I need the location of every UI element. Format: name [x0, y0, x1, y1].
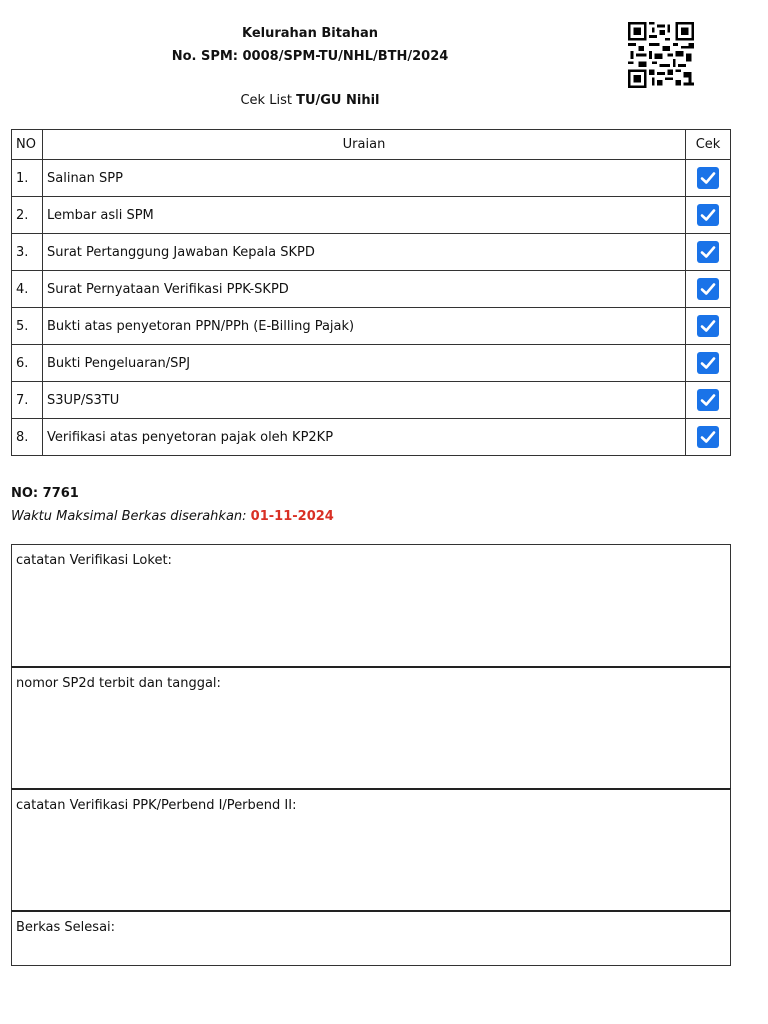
table-row [12, 160, 731, 197]
row-number: 6. [12, 345, 43, 382]
header-no: NO [12, 130, 43, 160]
office-title: Kelurahan Bitahan [242, 26, 378, 41]
deadline-label: Waktu Maksimal Berkas diserahkan: [11, 509, 251, 524]
row-cek-cell [686, 308, 731, 345]
checkbox-checked-icon[interactable] [697, 241, 719, 263]
row-number: 1. [12, 160, 43, 197]
table-row [12, 234, 731, 271]
document-number: NO: 7761 [11, 486, 79, 501]
table-header-row [12, 130, 731, 160]
qr-code-icon [628, 22, 694, 88]
deadline-line [11, 509, 334, 524]
notes-loket-box [11, 544, 731, 667]
notes-ppk-box [11, 788, 731, 912]
row-cek-cell [686, 197, 731, 234]
checklist-prefix: Cek List [240, 93, 297, 108]
row-number: 5. [12, 308, 43, 345]
notes-sp2d-label: nomor SP2d terbit dan tanggal: [16, 676, 221, 691]
checkbox-checked-icon[interactable] [697, 167, 719, 189]
row-uraian: Salinan SPP [43, 160, 686, 197]
berkas-selesai-label: Berkas Selesai: [16, 920, 116, 935]
row-uraian: Bukti atas penyetoran PPN/PPh (E-Billing Pajak) [43, 308, 686, 345]
row-cek-cell [686, 419, 731, 456]
table-row [12, 271, 731, 308]
table-row [12, 197, 731, 234]
row-uraian: Bukti Pengeluaran/SPJ [43, 345, 686, 382]
checkbox-checked-icon[interactable] [697, 352, 719, 374]
spm-number: No. SPM: 0008/SPM-TU/NHL/BTH/2024 [171, 49, 449, 64]
header-uraian: Uraian [43, 130, 686, 160]
row-uraian: Lembar asli SPM [43, 197, 686, 234]
notes-loket-label: catatan Verifikasi Loket: [16, 553, 172, 568]
row-uraian: Surat Pertanggung Jawaban Kepala SKPD [43, 234, 686, 271]
table-row [12, 419, 731, 456]
berkas-selesai-box [11, 910, 731, 966]
table-row [12, 345, 731, 382]
checklist-type: TU/GU Nihil [296, 93, 380, 108]
checkbox-checked-icon[interactable] [697, 278, 719, 300]
row-number: 7. [12, 382, 43, 419]
deadline-date: 01-11-2024 [250, 509, 334, 524]
checklist-title [0, 93, 620, 108]
checkbox-checked-icon[interactable] [697, 426, 719, 448]
checklist-table [11, 129, 731, 456]
notes-ppk-label: catatan Verifikasi PPK/Perbend I/Perbend II: [16, 798, 297, 813]
row-number: 3. [12, 234, 43, 271]
row-cek-cell [686, 160, 731, 197]
row-cek-cell [686, 234, 731, 271]
table-row [12, 382, 731, 419]
table-row [12, 308, 731, 345]
row-cek-cell [686, 271, 731, 308]
row-number: 8. [12, 419, 43, 456]
row-uraian: Surat Pernyataan Verifikasi PPK-SKPD [43, 271, 686, 308]
row-number: 4. [12, 271, 43, 308]
checkbox-checked-icon[interactable] [697, 389, 719, 411]
notes-sp2d-box [11, 666, 731, 790]
row-uraian: Verifikasi atas penyetoran pajak oleh KP2KP [43, 419, 686, 456]
row-cek-cell [686, 382, 731, 419]
checkbox-checked-icon[interactable] [697, 315, 719, 337]
checkbox-checked-icon[interactable] [697, 204, 719, 226]
row-number: 2. [12, 197, 43, 234]
row-cek-cell [686, 345, 731, 382]
header-cek: Cek [686, 130, 731, 160]
row-uraian: S3UP/S3TU [43, 382, 686, 419]
